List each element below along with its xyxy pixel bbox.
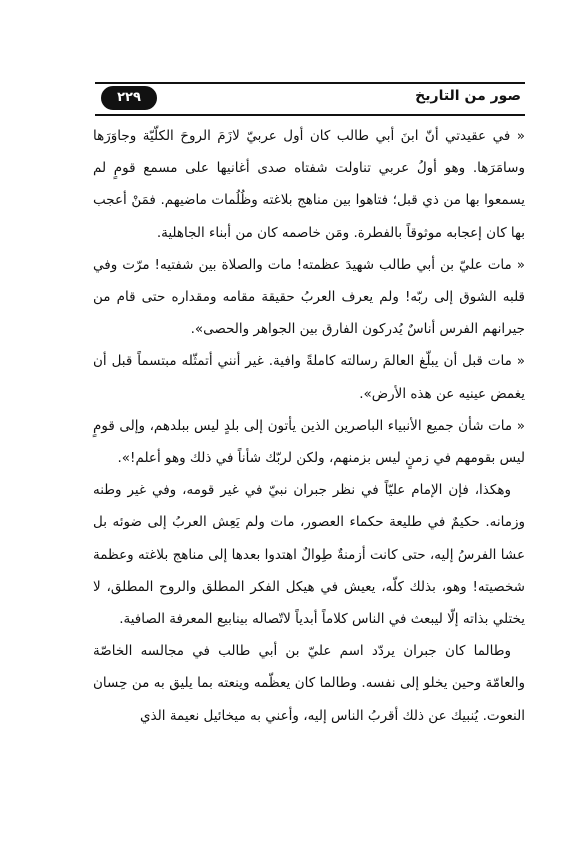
page-number: ٢٢٩ <box>101 86 157 110</box>
paragraph-quote-2: « مات عليّ بن أبي طالب شهيدَ عظمته! مات والصلاة بين شفتيه! مرّت وفي قلبه الشوق إلى ربّه! ولم يعرف العربُ حقيقة مقامه ومقداره حتى قام من جيرانهم الفرس أناسٌ يُدركون الفارق بين الجواهر والحصى». <box>93 256 525 338</box>
header-bottom-rule <box>95 114 525 116</box>
paragraph-quote-4: « مات شأن جميع الأنبياء الباصرين الذين يأتون إلى بلدٍ ليس ببلدهم، وإلى قومٍ ليس بقومهم في زمنٍ ليس بزمنهم، ولكن لربّك شأناً في ذلك وهو أعلم!». <box>93 417 525 467</box>
paragraph-quote-1: « في عقيدتي أنّ ابنَ أبي طالب كان أول عربيّ لازَمَ الروحَ الكلّيّة وجاوَرَها وسامَرَها. وهو أولُ عربي تناولت شفتاه صدى أغانيها على مسمع قومٍ لم يسمعوا بها من ذي قبل؛ فتاهوا بين مناهج بلاغته وظُلُمات ماضيهم. فمَنْ أعجب بها كان إعجابه موثوقاً بالفطرة. ومَن خاصمه كان من أبناء الجاهلية. <box>93 128 525 241</box>
header-title: صور من التاريخ <box>415 88 521 104</box>
header-top-rule <box>95 82 525 84</box>
paragraph-commentary-1: وهكذا، فإن الإمام عليّاً في نظر جبران نبيّ في غير قومه، وفي غير وطنه وزمانه. حكيمٌ في طليعة حكماء العصور، مات ولم يَعِش العربُ إلى ضوئه بل عشا الفرسُ إليه، حتى كانت أزمنةٌ طِوالٌ اهتدوا بعدها إلى مناهج بلاغته وعظمة شخصيته! وهو، بذلك كلّه، يعيش في هيكل الفكر المطلق والروح المطلق، لا يختلي بذاته إلّا ليبعث في الناس كلاماً أبدياً لاتّصاله بينابيع المعرفة الصافية. <box>93 482 525 628</box>
paragraph-quote-3: « مات قبل أن يبلّغ العالمَ رسالته كاملةً وافية. غير أنني أتمثّله مبتسماً قبل أن يغمض عينيه عن هذه الأرض». <box>93 353 525 402</box>
paragraph-commentary-2: وطالما كان جبران يردّد اسم عليّ بن أبي طالب في مجالسه الخاصّة والعامّة وحين يخلو إلى نفسه. وطالما كان يعظّمه وينعته بما يليق به من حِسان النعوت. يُنبيك عن ذلك أقربُ الناس إليه، وأعني به ميخائيل نعيمة الذي <box>93 643 525 724</box>
body-text <box>93 120 525 732</box>
running-header <box>95 82 525 116</box>
